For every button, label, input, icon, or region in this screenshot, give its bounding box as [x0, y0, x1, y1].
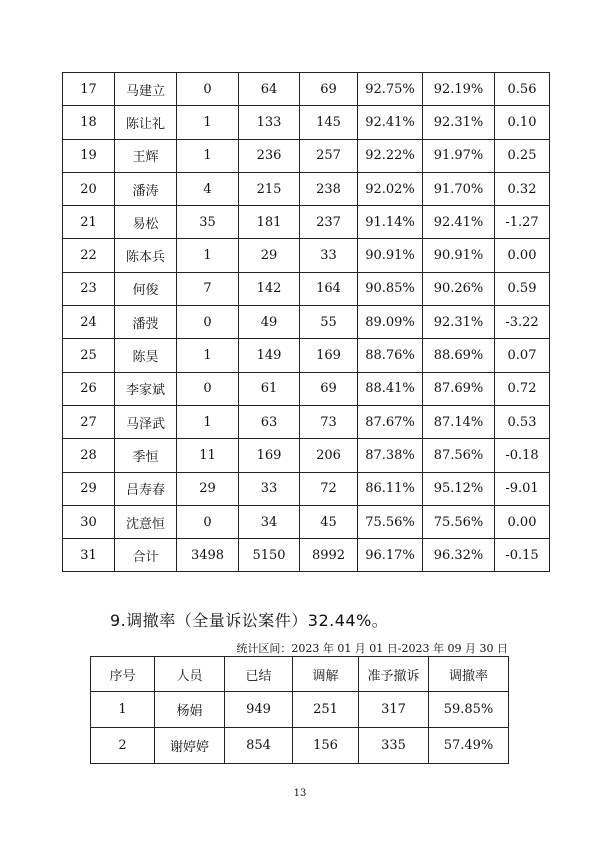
table-cell: 陈让礼: [115, 106, 177, 139]
table-cell: -0.15: [495, 539, 550, 572]
table-cell: 75.56%: [358, 505, 423, 538]
table-cell: 0.25: [495, 139, 550, 172]
table-row: [63, 73, 550, 106]
table-cell: 0.07: [495, 339, 550, 372]
table-cell: 0.56: [495, 73, 550, 106]
table-cell: 0.00: [495, 505, 550, 538]
column-header: 人员: [155, 657, 225, 692]
table-cell: 91.97%: [423, 139, 495, 172]
table-cell: 20: [63, 172, 115, 205]
table-cell: 91.14%: [358, 206, 423, 239]
table-cell: 237: [300, 206, 358, 239]
table-row: [63, 139, 550, 172]
table-cell: 0.10: [495, 106, 550, 139]
table-cell: 23: [63, 272, 115, 305]
table-cell: 49: [239, 306, 300, 339]
table-cell: 29: [63, 472, 115, 505]
table-cell: 0.00: [495, 239, 550, 272]
table-cell: 1: [177, 106, 239, 139]
table-cell: 169: [300, 339, 358, 372]
table-cell: 陈昊: [115, 339, 177, 372]
table-cell: 0.32: [495, 172, 550, 205]
table-cell: 89.09%: [358, 306, 423, 339]
table-cell: 18: [63, 106, 115, 139]
statistics-date-range: 统计区间：2023 年 01 月 01 日-2023 年 09 月 30 日: [236, 642, 508, 655]
table-cell: 34: [239, 505, 300, 538]
ranking-table-body: [63, 73, 550, 572]
table-row: [63, 306, 550, 339]
table-cell: 90.91%: [423, 239, 495, 272]
table-cell: 33: [239, 472, 300, 505]
table-cell: 李家斌: [115, 372, 177, 405]
table-cell: 149: [239, 339, 300, 372]
table-row: [91, 728, 509, 764]
column-header: 调解: [293, 657, 359, 692]
table-cell: 1: [177, 139, 239, 172]
table-cell: 90.91%: [358, 239, 423, 272]
table-cell: 1: [177, 239, 239, 272]
table-row: [63, 172, 550, 205]
table-cell: 0.59: [495, 272, 550, 305]
table-row: [63, 505, 550, 538]
table-header-row: [91, 657, 509, 692]
table-row: [91, 692, 509, 728]
table-cell: 杨娟: [155, 692, 225, 728]
table-cell: 陈本兵: [115, 239, 177, 272]
table-cell: 易松: [115, 206, 177, 239]
table-cell: -9.01: [495, 472, 550, 505]
table-cell: 73: [300, 405, 358, 438]
table-cell: 133: [239, 106, 300, 139]
table-cell: 87.69%: [423, 372, 495, 405]
table-cell: 24: [63, 306, 115, 339]
table-cell: 92.75%: [358, 73, 423, 106]
table-cell: 潘涛: [115, 172, 177, 205]
table-cell: 25: [63, 339, 115, 372]
table-cell: 92.31%: [423, 306, 495, 339]
table-cell: 854: [225, 728, 293, 764]
table-cell: 88.76%: [358, 339, 423, 372]
table-cell: 91.70%: [423, 172, 495, 205]
table-cell: 0: [177, 372, 239, 405]
table-cell: -0.18: [495, 439, 550, 472]
table-cell: 92.41%: [423, 206, 495, 239]
table-cell: -1.27: [495, 206, 550, 239]
table-cell: 马泽武: [115, 405, 177, 438]
table-cell: 45: [300, 505, 358, 538]
table-cell: 29: [177, 472, 239, 505]
table-cell: 181: [239, 206, 300, 239]
table-cell: 2: [91, 728, 155, 764]
table-cell: 19: [63, 139, 115, 172]
table-cell: 95.12%: [423, 472, 495, 505]
mediation-withdrawal-table: [90, 656, 509, 764]
table-cell: 169: [239, 439, 300, 472]
table-cell: 92.19%: [423, 73, 495, 106]
table-cell: 17: [63, 73, 115, 106]
table-row: [63, 372, 550, 405]
table-cell: 69: [300, 73, 358, 106]
table-cell: 96.17%: [358, 539, 423, 572]
table-row: [63, 539, 550, 572]
table-row: [63, 239, 550, 272]
table-cell: 王辉: [115, 139, 177, 172]
page-number: 13: [293, 788, 307, 799]
table-cell: 27: [63, 405, 115, 438]
table-cell: 87.38%: [358, 439, 423, 472]
table-cell: 5150: [239, 539, 300, 572]
table-cell: 87.56%: [423, 439, 495, 472]
table-cell: 26: [63, 372, 115, 405]
mediation-table-body: [91, 692, 509, 764]
table-cell: 29: [239, 239, 300, 272]
table-cell: 1: [91, 692, 155, 728]
table-cell: 30: [63, 505, 115, 538]
table-cell: 0.72: [495, 372, 550, 405]
table-cell: 沈意恒: [115, 505, 177, 538]
table-cell: 86.11%: [358, 472, 423, 505]
table-cell: 合计: [115, 539, 177, 572]
table-cell: 22: [63, 239, 115, 272]
column-header: 准予撤诉: [359, 657, 429, 692]
table-cell: 88.41%: [358, 372, 423, 405]
table-cell: 90.85%: [358, 272, 423, 305]
table-row: [63, 405, 550, 438]
table-cell: 何俊: [115, 272, 177, 305]
table-cell: 92.31%: [423, 106, 495, 139]
table-cell: 335: [359, 728, 429, 764]
section-heading: 9.调撤率（全量诉讼案件）32.44%。: [110, 611, 389, 630]
table-cell: 257: [300, 139, 358, 172]
table-cell: 238: [300, 172, 358, 205]
table-cell: 90.26%: [423, 272, 495, 305]
table-row: [63, 439, 550, 472]
table-cell: 215: [239, 172, 300, 205]
table-cell: 3498: [177, 539, 239, 572]
column-header: 序号: [91, 657, 155, 692]
table-cell: 949: [225, 692, 293, 728]
table-row: [63, 272, 550, 305]
table-cell: 206: [300, 439, 358, 472]
table-cell: 251: [293, 692, 359, 728]
table-row: [63, 472, 550, 505]
table-cell: 156: [293, 728, 359, 764]
table-cell: 28: [63, 439, 115, 472]
table-cell: 11: [177, 439, 239, 472]
table-cell: 1: [177, 405, 239, 438]
table-row: [63, 206, 550, 239]
table-cell: 55: [300, 306, 358, 339]
table-cell: 61: [239, 372, 300, 405]
table-cell: 57.49%: [429, 728, 509, 764]
table-cell: 吕寿春: [115, 472, 177, 505]
table-cell: 92.22%: [358, 139, 423, 172]
table-cell: 7: [177, 272, 239, 305]
table-cell: 75.56%: [423, 505, 495, 538]
column-header: 调撤率: [429, 657, 509, 692]
table-cell: 59.85%: [429, 692, 509, 728]
table-cell: 236: [239, 139, 300, 172]
table-row: [63, 106, 550, 139]
table-cell: 21: [63, 206, 115, 239]
table-cell: 88.69%: [423, 339, 495, 372]
table-cell: 164: [300, 272, 358, 305]
ranking-table: [62, 72, 550, 572]
table-cell: 潘弢: [115, 306, 177, 339]
table-cell: 63: [239, 405, 300, 438]
table-cell: 145: [300, 106, 358, 139]
table-cell: 8992: [300, 539, 358, 572]
table-cell: 87.14%: [423, 405, 495, 438]
table-row: [63, 339, 550, 372]
table-cell: 142: [239, 272, 300, 305]
table-cell: 96.32%: [423, 539, 495, 572]
table-cell: 35: [177, 206, 239, 239]
table-cell: 92.41%: [358, 106, 423, 139]
table-cell: 1: [177, 339, 239, 372]
table-cell: 87.67%: [358, 405, 423, 438]
table-cell: 4: [177, 172, 239, 205]
table-cell: -3.22: [495, 306, 550, 339]
table-cell: 69: [300, 372, 358, 405]
table-cell: 92.02%: [358, 172, 423, 205]
table-cell: 64: [239, 73, 300, 106]
table-cell: 33: [300, 239, 358, 272]
column-header: 已结: [225, 657, 293, 692]
table-cell: 谢婷婷: [155, 728, 225, 764]
table-cell: 季恒: [115, 439, 177, 472]
table-cell: 72: [300, 472, 358, 505]
table-cell: 0: [177, 73, 239, 106]
table-cell: 0.53: [495, 405, 550, 438]
table-cell: 317: [359, 692, 429, 728]
table-cell: 0: [177, 505, 239, 538]
table-cell: 0: [177, 306, 239, 339]
table-cell: 马建立: [115, 73, 177, 106]
table-cell: 31: [63, 539, 115, 572]
